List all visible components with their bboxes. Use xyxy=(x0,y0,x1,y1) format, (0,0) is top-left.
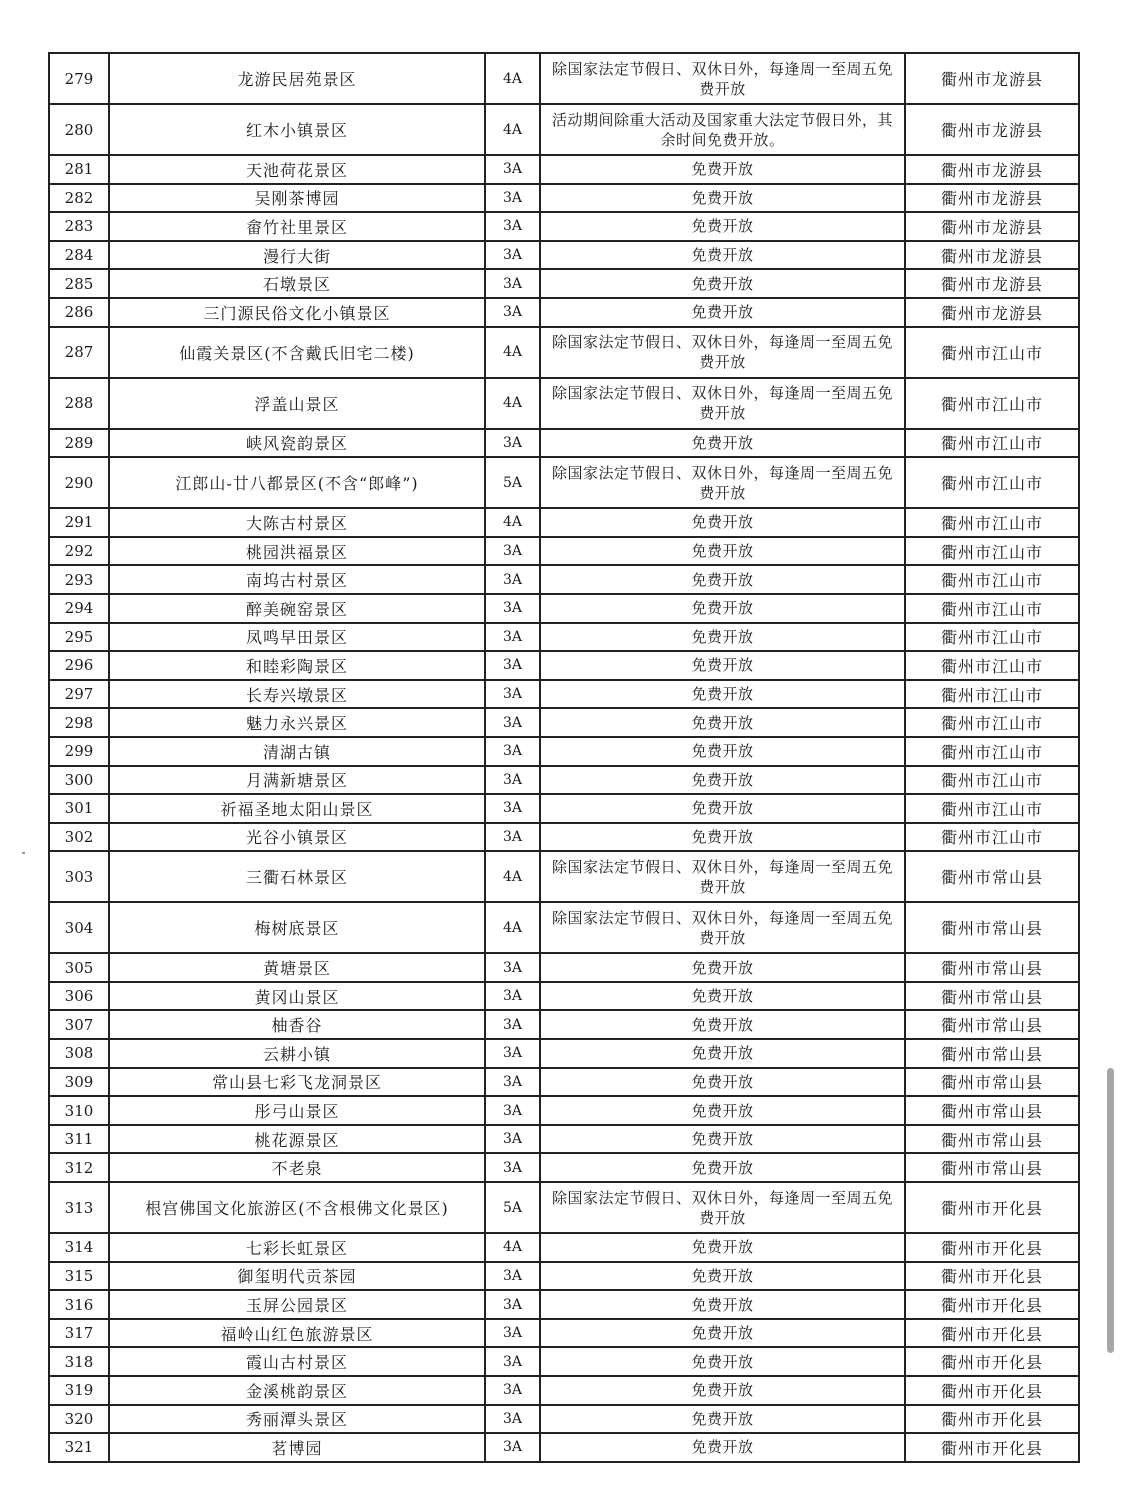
rating-level-cell: 3A xyxy=(485,1405,540,1434)
table-row xyxy=(49,902,1079,953)
opening-policy-cell: 免费开放 xyxy=(540,508,905,537)
table-row xyxy=(49,378,1079,429)
row-number-cell: 285 xyxy=(49,269,109,298)
scenic-name-cell: 长寿兴墩景区 xyxy=(109,680,485,709)
rating-level-cell: 3A xyxy=(485,623,540,652)
row-number-cell: 313 xyxy=(49,1182,109,1233)
scenic-name-cell: 月满新塘景区 xyxy=(109,766,485,795)
table-row xyxy=(49,823,1079,852)
opening-policy-cell: 免费开放 xyxy=(540,298,905,327)
location-cell: 衢州市开化县 xyxy=(905,1376,1079,1405)
table-row xyxy=(49,1010,1079,1039)
rating-level-cell: 4A xyxy=(485,508,540,537)
rating-level-cell: 3A xyxy=(485,1096,540,1125)
table-row xyxy=(49,241,1079,270)
rating-level-cell: 3A xyxy=(485,794,540,823)
opening-policy-cell: 免费开放 xyxy=(540,155,905,184)
rating-level-cell: 3A xyxy=(485,651,540,680)
scenic-name-cell: 七彩长虹景区 xyxy=(109,1233,485,1262)
rating-level-cell: 3A xyxy=(485,1153,540,1182)
opening-policy-cell: 免费开放 xyxy=(540,1096,905,1125)
scenic-name-cell: 魅力永兴景区 xyxy=(109,708,485,737)
table-row xyxy=(49,104,1079,155)
row-number-cell: 305 xyxy=(49,953,109,982)
rating-level-cell: 3A xyxy=(485,680,540,709)
opening-policy-cell: 免费开放 xyxy=(540,953,905,982)
scenic-name-cell: 福岭山红色旅游景区 xyxy=(109,1319,485,1348)
scenic-name-cell: 玉屏公园景区 xyxy=(109,1290,485,1319)
location-cell: 衢州市开化县 xyxy=(905,1433,1079,1462)
location-cell: 衢州市常山县 xyxy=(905,1125,1079,1154)
row-number-cell: 299 xyxy=(49,737,109,766)
scenic-name-cell: 梅树底景区 xyxy=(109,902,485,953)
location-cell: 衢州市开化县 xyxy=(905,1262,1079,1291)
row-number-cell: 307 xyxy=(49,1010,109,1039)
location-cell: 衢州市龙游县 xyxy=(905,184,1079,213)
rating-level-cell: 3A xyxy=(485,1010,540,1039)
row-number-cell: 294 xyxy=(49,594,109,623)
table-row xyxy=(49,508,1079,537)
table-row xyxy=(49,1405,1079,1434)
location-cell: 衢州市江山市 xyxy=(905,537,1079,566)
location-cell: 衢州市常山县 xyxy=(905,982,1079,1011)
scenic-name-cell: 桃花源景区 xyxy=(109,1125,485,1154)
scenic-name-cell: 清湖古镇 xyxy=(109,737,485,766)
table-row xyxy=(49,851,1079,902)
location-cell: 衢州市龙游县 xyxy=(905,53,1079,104)
table-row xyxy=(49,327,1079,378)
row-number-cell: 320 xyxy=(49,1405,109,1434)
scenic-name-cell: 黄塘景区 xyxy=(109,953,485,982)
location-cell: 衢州市常山县 xyxy=(905,851,1079,902)
location-cell: 衢州市江山市 xyxy=(905,457,1079,508)
table-row xyxy=(49,298,1079,327)
opening-policy-cell: 免费开放 xyxy=(540,1068,905,1097)
rating-level-cell: 3A xyxy=(485,1068,540,1097)
table-body xyxy=(49,53,1079,1462)
opening-policy-cell: 免费开放 xyxy=(540,241,905,270)
row-number-cell: 287 xyxy=(49,327,109,378)
scenic-name-cell: 龙游民居苑景区 xyxy=(109,53,485,104)
table-row xyxy=(49,594,1079,623)
opening-policy-cell: 免费开放 xyxy=(540,794,905,823)
opening-policy-cell: 免费开放 xyxy=(540,1125,905,1154)
rating-level-cell: 3A xyxy=(485,184,540,213)
opening-policy-cell: 免费开放 xyxy=(540,537,905,566)
rating-level-cell: 3A xyxy=(485,298,540,327)
opening-policy-cell: 除国家法定节假日、双休日外，每逢周一至周五免费开放 xyxy=(540,457,905,508)
opening-policy-cell: 除国家法定节假日、双休日外，每逢周一至周五免费开放 xyxy=(540,851,905,902)
table-row xyxy=(49,1376,1079,1405)
location-cell: 衢州市江山市 xyxy=(905,565,1079,594)
rating-level-cell: 3A xyxy=(485,737,540,766)
rating-level-cell: 3A xyxy=(485,823,540,852)
scenic-name-cell: 吴刚茶博园 xyxy=(109,184,485,213)
table-row xyxy=(49,708,1079,737)
scenic-name-cell: 彤弓山景区 xyxy=(109,1096,485,1125)
row-number-cell: 314 xyxy=(49,1233,109,1262)
opening-policy-cell: 免费开放 xyxy=(540,1262,905,1291)
rating-level-cell: 3A xyxy=(485,1433,540,1462)
opening-policy-cell: 除国家法定节假日、双休日外，每逢周一至周五免费开放 xyxy=(540,902,905,953)
opening-policy-cell: 免费开放 xyxy=(540,737,905,766)
location-cell: 衢州市江山市 xyxy=(905,594,1079,623)
scenic-spot-table-page xyxy=(48,52,1078,1463)
row-number-cell: 297 xyxy=(49,680,109,709)
opening-policy-cell: 免费开放 xyxy=(540,1290,905,1319)
location-cell: 衢州市江山市 xyxy=(905,766,1079,795)
row-number-cell: 318 xyxy=(49,1347,109,1376)
scenic-name-cell: 峡风瓷韵景区 xyxy=(109,429,485,458)
location-cell: 衢州市江山市 xyxy=(905,378,1079,429)
table-row xyxy=(49,53,1079,104)
location-cell: 衢州市开化县 xyxy=(905,1182,1079,1233)
rating-level-cell: 3A xyxy=(485,1039,540,1068)
rating-level-cell: 3A xyxy=(485,565,540,594)
row-number-cell: 311 xyxy=(49,1125,109,1154)
table-row xyxy=(49,794,1079,823)
table-row xyxy=(49,212,1079,241)
scenic-name-cell: 醉美碗窑景区 xyxy=(109,594,485,623)
location-cell: 衢州市常山县 xyxy=(905,1039,1079,1068)
scenic-name-cell: 御玺明代贡茶园 xyxy=(109,1262,485,1291)
location-cell: 衢州市常山县 xyxy=(905,953,1079,982)
scenic-name-cell: 漫行大街 xyxy=(109,241,485,270)
rating-level-cell: 3A xyxy=(485,429,540,458)
table-row xyxy=(49,953,1079,982)
opening-policy-cell: 免费开放 xyxy=(540,1376,905,1405)
rating-level-cell: 3A xyxy=(485,594,540,623)
row-number-cell: 316 xyxy=(49,1290,109,1319)
row-number-cell: 290 xyxy=(49,457,109,508)
scenic-name-cell: 三衢石林景区 xyxy=(109,851,485,902)
scenic-name-cell: 祈福圣地太阳山景区 xyxy=(109,794,485,823)
rating-level-cell: 4A xyxy=(485,104,540,155)
scenic-name-cell: 石墩景区 xyxy=(109,269,485,298)
row-number-cell: 279 xyxy=(49,53,109,104)
location-cell: 衢州市开化县 xyxy=(905,1405,1079,1434)
scenic-name-cell: 根宫佛国文化旅游区(不含根佛文化景区) xyxy=(109,1182,485,1233)
opening-policy-cell: 免费开放 xyxy=(540,184,905,213)
row-number-cell: 310 xyxy=(49,1096,109,1125)
table-row xyxy=(49,1125,1079,1154)
row-number-cell: 281 xyxy=(49,155,109,184)
table-row xyxy=(49,982,1079,1011)
rating-level-cell: 4A xyxy=(485,378,540,429)
row-number-cell: 292 xyxy=(49,537,109,566)
opening-policy-cell: 免费开放 xyxy=(540,680,905,709)
scenic-spot-table xyxy=(48,52,1080,1463)
rating-level-cell: 3A xyxy=(485,766,540,795)
location-cell: 衢州市江山市 xyxy=(905,651,1079,680)
rating-level-cell: 3A xyxy=(485,269,540,298)
table-row xyxy=(49,1182,1079,1233)
row-number-cell: 301 xyxy=(49,794,109,823)
location-cell: 衢州市江山市 xyxy=(905,429,1079,458)
location-cell: 衢州市开化县 xyxy=(905,1347,1079,1376)
scenic-name-cell: 云耕小镇 xyxy=(109,1039,485,1068)
location-cell: 衢州市龙游县 xyxy=(905,241,1079,270)
row-number-cell: 293 xyxy=(49,565,109,594)
row-number-cell: 300 xyxy=(49,766,109,795)
table-row xyxy=(49,429,1079,458)
row-number-cell: 296 xyxy=(49,651,109,680)
table-row xyxy=(49,1433,1079,1462)
opening-policy-cell: 免费开放 xyxy=(540,1405,905,1434)
rating-level-cell: 3A xyxy=(485,1319,540,1348)
table-row xyxy=(49,623,1079,652)
table-row xyxy=(49,651,1079,680)
rating-level-cell: 3A xyxy=(485,1347,540,1376)
location-cell: 衢州市常山县 xyxy=(905,902,1079,953)
opening-policy-cell: 除国家法定节假日、双休日外，每逢周一至周五免费开放 xyxy=(540,327,905,378)
location-cell: 衢州市开化县 xyxy=(905,1233,1079,1262)
row-number-cell: 284 xyxy=(49,241,109,270)
scenic-name-cell: 柚香谷 xyxy=(109,1010,485,1039)
row-number-cell: 306 xyxy=(49,982,109,1011)
rating-level-cell: 3A xyxy=(485,155,540,184)
rating-level-cell: 3A xyxy=(485,212,540,241)
location-cell: 衢州市开化县 xyxy=(905,1319,1079,1348)
location-cell: 衢州市龙游县 xyxy=(905,155,1079,184)
rating-level-cell: 3A xyxy=(485,1125,540,1154)
rating-level-cell: 4A xyxy=(485,1233,540,1262)
row-number-cell: 289 xyxy=(49,429,109,458)
scenic-name-cell: 南坞古村景区 xyxy=(109,565,485,594)
rating-level-cell: 3A xyxy=(485,708,540,737)
opening-policy-cell: 免费开放 xyxy=(540,651,905,680)
location-cell: 衢州市龙游县 xyxy=(905,269,1079,298)
scenic-name-cell: 仙霞关景区(不含戴氏旧宅二楼) xyxy=(109,327,485,378)
opening-policy-cell: 免费开放 xyxy=(540,594,905,623)
table-row xyxy=(49,155,1079,184)
opening-policy-cell: 免费开放 xyxy=(540,1039,905,1068)
table-row xyxy=(49,565,1079,594)
opening-policy-cell: 免费开放 xyxy=(540,823,905,852)
scenic-name-cell: 桃园洪福景区 xyxy=(109,537,485,566)
scenic-name-cell: 霞山古村景区 xyxy=(109,1347,485,1376)
rating-level-cell: 3A xyxy=(485,1262,540,1291)
rating-level-cell: 4A xyxy=(485,327,540,378)
location-cell: 衢州市龙游县 xyxy=(905,104,1079,155)
scenic-name-cell: 和睦彩陶景区 xyxy=(109,651,485,680)
rating-level-cell: 3A xyxy=(485,241,540,270)
opening-policy-cell: 免费开放 xyxy=(540,429,905,458)
row-number-cell: 298 xyxy=(49,708,109,737)
row-number-cell: 309 xyxy=(49,1068,109,1097)
opening-policy-cell: 免费开放 xyxy=(540,1433,905,1462)
row-number-cell: 282 xyxy=(49,184,109,213)
table-row xyxy=(49,269,1079,298)
location-cell: 衢州市常山县 xyxy=(905,1096,1079,1125)
opening-policy-cell: 除国家法定节假日、双休日外，每逢周一至周五免费开放 xyxy=(540,378,905,429)
location-cell: 衢州市江山市 xyxy=(905,327,1079,378)
opening-policy-cell: 免费开放 xyxy=(540,623,905,652)
location-cell: 衢州市江山市 xyxy=(905,680,1079,709)
table-row xyxy=(49,537,1079,566)
opening-policy-cell: 免费开放 xyxy=(540,708,905,737)
scenic-name-cell: 浮盖山景区 xyxy=(109,378,485,429)
scenic-name-cell: 常山县七彩飞龙洞景区 xyxy=(109,1068,485,1097)
table-row xyxy=(49,1290,1079,1319)
row-number-cell: 295 xyxy=(49,623,109,652)
scenic-name-cell: 红木小镇景区 xyxy=(109,104,485,155)
location-cell: 衢州市江山市 xyxy=(905,823,1079,852)
rating-level-cell: 3A xyxy=(485,537,540,566)
opening-policy-cell: 免费开放 xyxy=(540,1347,905,1376)
location-cell: 衢州市江山市 xyxy=(905,623,1079,652)
row-number-cell: 312 xyxy=(49,1153,109,1182)
row-number-cell: 283 xyxy=(49,212,109,241)
row-number-cell: 288 xyxy=(49,378,109,429)
rating-level-cell: 4A xyxy=(485,902,540,953)
vertical-scrollbar[interactable] xyxy=(1107,1068,1114,1353)
scenic-name-cell: 江郎山-廿八都景区(不含“郎峰”) xyxy=(109,457,485,508)
location-cell: 衢州市常山县 xyxy=(905,1068,1079,1097)
scenic-name-cell: 金溪桃韵景区 xyxy=(109,1376,485,1405)
scenic-name-cell: 秀丽潭头景区 xyxy=(109,1405,485,1434)
opening-policy-cell: 除国家法定节假日、双休日外，每逢周一至周五免费开放 xyxy=(540,1182,905,1233)
table-row xyxy=(49,1233,1079,1262)
row-number-cell: 286 xyxy=(49,298,109,327)
scan-speck xyxy=(22,852,25,854)
scenic-name-cell: 黄冈山景区 xyxy=(109,982,485,1011)
table-row xyxy=(49,1347,1079,1376)
rating-level-cell: 3A xyxy=(485,982,540,1011)
scenic-name-cell: 三门源民俗文化小镇景区 xyxy=(109,298,485,327)
location-cell: 衢州市江山市 xyxy=(905,708,1079,737)
opening-policy-cell: 免费开放 xyxy=(540,565,905,594)
opening-policy-cell: 免费开放 xyxy=(540,269,905,298)
rating-level-cell: 3A xyxy=(485,1376,540,1405)
row-number-cell: 303 xyxy=(49,851,109,902)
scenic-name-cell: 茗博园 xyxy=(109,1433,485,1462)
table-row xyxy=(49,680,1079,709)
row-number-cell: 315 xyxy=(49,1262,109,1291)
opening-policy-cell: 免费开放 xyxy=(540,212,905,241)
location-cell: 衢州市江山市 xyxy=(905,794,1079,823)
table-row xyxy=(49,1096,1079,1125)
row-number-cell: 321 xyxy=(49,1433,109,1462)
table-row xyxy=(49,457,1079,508)
scenic-name-cell: 大陈古村景区 xyxy=(109,508,485,537)
table-row xyxy=(49,1262,1079,1291)
scenic-name-cell: 凤鸣早田景区 xyxy=(109,623,485,652)
opening-policy-cell: 活动期间除重大活动及国家重大法定节假日外，其余时间免费开放。 xyxy=(540,104,905,155)
rating-level-cell: 3A xyxy=(485,953,540,982)
scenic-name-cell: 光谷小镇景区 xyxy=(109,823,485,852)
location-cell: 衢州市江山市 xyxy=(905,508,1079,537)
table-row xyxy=(49,1068,1079,1097)
table-row xyxy=(49,184,1079,213)
table-row xyxy=(49,1039,1079,1068)
table-row xyxy=(49,737,1079,766)
location-cell: 衢州市江山市 xyxy=(905,737,1079,766)
row-number-cell: 317 xyxy=(49,1319,109,1348)
location-cell: 衢州市常山县 xyxy=(905,1153,1079,1182)
opening-policy-cell: 免费开放 xyxy=(540,982,905,1011)
rating-level-cell: 5A xyxy=(485,457,540,508)
row-number-cell: 319 xyxy=(49,1376,109,1405)
scenic-name-cell: 天池荷花景区 xyxy=(109,155,485,184)
rating-level-cell: 3A xyxy=(485,1290,540,1319)
table-row xyxy=(49,766,1079,795)
rating-level-cell: 5A xyxy=(485,1182,540,1233)
row-number-cell: 302 xyxy=(49,823,109,852)
row-number-cell: 291 xyxy=(49,508,109,537)
rating-level-cell: 4A xyxy=(485,53,540,104)
opening-policy-cell: 免费开放 xyxy=(540,1319,905,1348)
scenic-name-cell: 不老泉 xyxy=(109,1153,485,1182)
location-cell: 衢州市龙游县 xyxy=(905,212,1079,241)
scenic-name-cell: 畲竹社里景区 xyxy=(109,212,485,241)
opening-policy-cell: 免费开放 xyxy=(540,766,905,795)
location-cell: 衢州市开化县 xyxy=(905,1290,1079,1319)
opening-policy-cell: 免费开放 xyxy=(540,1233,905,1262)
opening-policy-cell: 除国家法定节假日、双休日外，每逢周一至周五免费开放 xyxy=(540,53,905,104)
table-row xyxy=(49,1319,1079,1348)
opening-policy-cell: 免费开放 xyxy=(540,1010,905,1039)
opening-policy-cell: 免费开放 xyxy=(540,1153,905,1182)
row-number-cell: 280 xyxy=(49,104,109,155)
row-number-cell: 308 xyxy=(49,1039,109,1068)
location-cell: 衢州市龙游县 xyxy=(905,298,1079,327)
location-cell: 衢州市常山县 xyxy=(905,1010,1079,1039)
row-number-cell: 304 xyxy=(49,902,109,953)
table-row xyxy=(49,1153,1079,1182)
rating-level-cell: 4A xyxy=(485,851,540,902)
